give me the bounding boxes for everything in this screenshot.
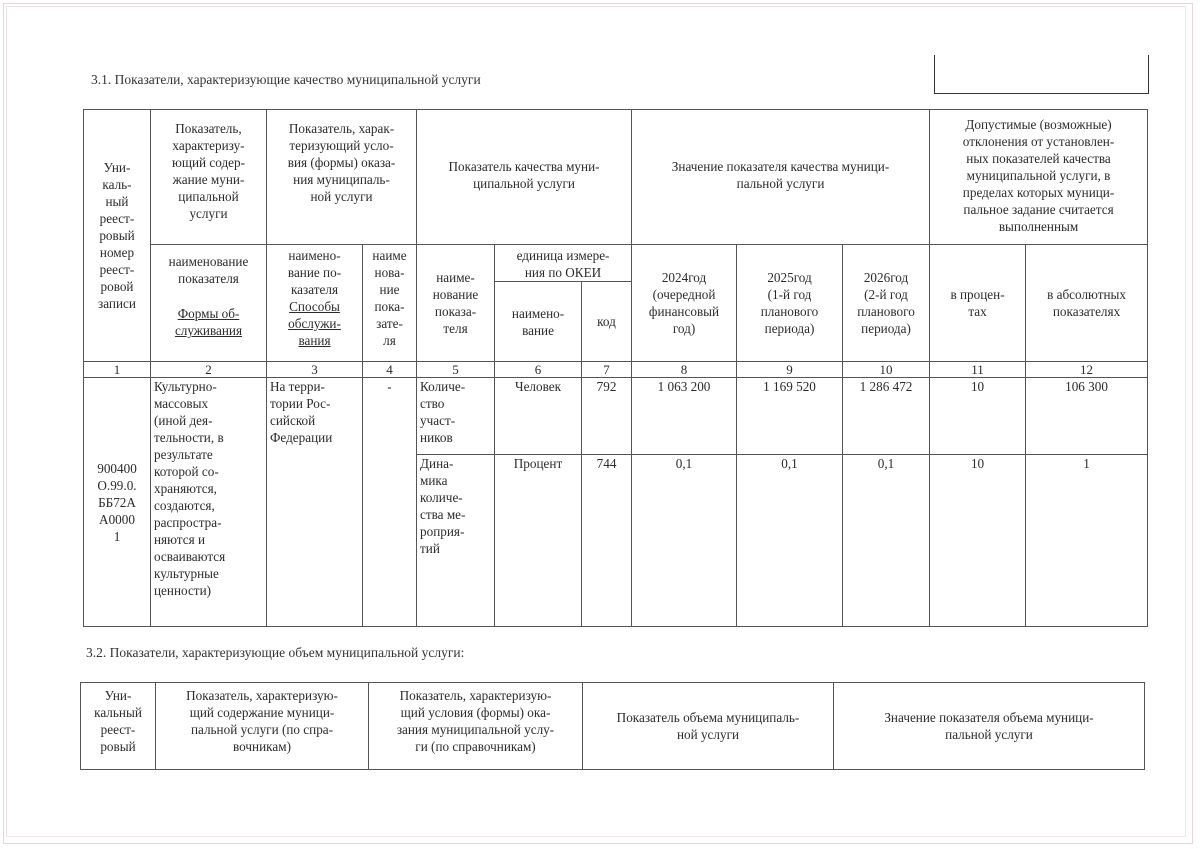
service-content-cell: Культурно- массовых (иной дея- тельности, в результате которой со- храняются, создаются, распростра- няются и осваиваются культурные ценности) — [151, 378, 267, 627]
header-okei-code: код — [582, 282, 632, 362]
header-quality-value: Значение показателя качества муници- пальной услуги — [632, 110, 930, 245]
service-conditions-cell: На терри- тории Рос- сийской Федерации — [267, 378, 363, 627]
forms-of-service-label: Формы об- служивания — [174, 306, 243, 338]
value-2025-cell: 1 169 520 — [737, 378, 843, 455]
deviation-percent-cell: 10 — [930, 378, 1026, 455]
section-31-title: 3.1. Показатели, характеризующие качество муниципальной услуги — [91, 72, 481, 87]
header-indicator-name-4: наиме нова- ние пока- зате- ля — [363, 245, 417, 362]
deviation-absolute-cell: 106 300 — [1026, 378, 1148, 455]
service-methods-label: Способы обслужи- вания — [288, 299, 341, 348]
header-unique-number: Уни- каль- ный реест- ровый номер реест- ровой записи — [84, 110, 151, 362]
header-content-indicator: Показатель, характеризую- щий содержание муници- пальной услуги (по спра- вочникам) — [156, 683, 369, 770]
header-year-2025: 2025год (1-й год планового периода) — [737, 245, 843, 362]
value-2024-cell: 1 063 200 — [632, 378, 737, 455]
indicator-name-cell: Количе- ство участ- ников — [417, 378, 495, 455]
header-volume-value: Значение показателя объема муници- пальной услуги — [834, 683, 1145, 770]
column-number: 8 — [632, 362, 737, 378]
deviation-percent-cell: 10 — [930, 455, 1026, 627]
column-number: 12 — [1026, 362, 1148, 378]
header-indicator-name-3 — [267, 245, 363, 362]
header-volume-indicator: Показатель объема муниципаль- ной услуги — [583, 683, 834, 770]
unit-name-cell: Человек — [495, 378, 582, 455]
column-number: 2 — [151, 362, 267, 378]
column-number: 4 — [363, 362, 417, 378]
value-2026-cell: 1 286 472 — [843, 378, 930, 455]
header-quality-indicator: Показатель качества муни- ципальной услуги — [417, 110, 632, 245]
header-conditions-indicator: Показатель, характеризую- щий условия (формы) ока- зания муниципальной услу- ги (по справочникам) — [369, 683, 583, 770]
unit-name-cell: Процент — [495, 455, 582, 627]
column-number: 7 — [582, 362, 632, 378]
col4-cell: - — [363, 378, 417, 627]
header-okei-unit: единица измере- ния по ОКЕИ — [495, 245, 632, 282]
section-32-title: 3.2. Показатели, характеризующие объем муниципальной услуги: — [86, 645, 465, 660]
column-number: 1 — [84, 362, 151, 378]
deviation-absolute-cell: 1 — [1026, 455, 1148, 627]
volume-indicators-table — [80, 682, 1145, 770]
value-2024-cell: 0,1 — [632, 455, 737, 627]
unit-code-cell: 744 — [582, 455, 632, 627]
unit-code-cell: 792 — [582, 378, 632, 455]
header-year-2024: 2024год (очередной финансовый год) — [632, 245, 737, 362]
corner-code-box — [934, 55, 1149, 94]
header-indicator-name-5: наиме- нование показа- теля — [417, 245, 495, 362]
registry-number-cell: 900400 О.99.0. ББ72А А0000 1 — [84, 378, 151, 627]
header-year-2026: 2026год (2-й год планового периода) — [843, 245, 930, 362]
column-number: 10 — [843, 362, 930, 378]
quality-indicators-table — [83, 109, 1148, 627]
column-number: 6 — [495, 362, 582, 378]
value-2026-cell: 0,1 — [843, 455, 930, 627]
header-absolute: в абсолютных показателях — [1026, 245, 1148, 362]
column-number: 11 — [930, 362, 1026, 378]
header-indicator-name-2 — [151, 245, 267, 362]
header-in-percent: в процен- тах — [930, 245, 1026, 362]
indicator-name-label: наименование показателя — [168, 254, 249, 286]
header-unique-number: Уни- кальный реест- ровый — [81, 683, 156, 770]
column-number: 9 — [737, 362, 843, 378]
value-2025-cell: 0,1 — [737, 455, 843, 627]
indicator-name-cell: Дина- мика количе- ства ме- роприя- тий — [417, 455, 495, 627]
header-allowed-deviation: Допустимые (возможные) отклонения от установлен- ных показателей качества муниципальной услуги, в пределах которых муници- пальное задание считается выполненным — [930, 110, 1148, 245]
column-number: 5 — [417, 362, 495, 378]
header-conditions-indicator: Показатель, харак- теризующий усло- вия (формы) оказа- ния муниципаль- ной услуги — [267, 110, 417, 245]
indicator-name-label: наимено- вание по- казателя — [287, 248, 342, 297]
column-number: 3 — [267, 362, 363, 378]
header-okei-name: наимено- вание — [495, 282, 582, 362]
header-content-indicator: Показатель, характеризу- ющий содер- жание муни- ципальной услуги — [151, 110, 267, 245]
table-row — [84, 378, 1148, 455]
